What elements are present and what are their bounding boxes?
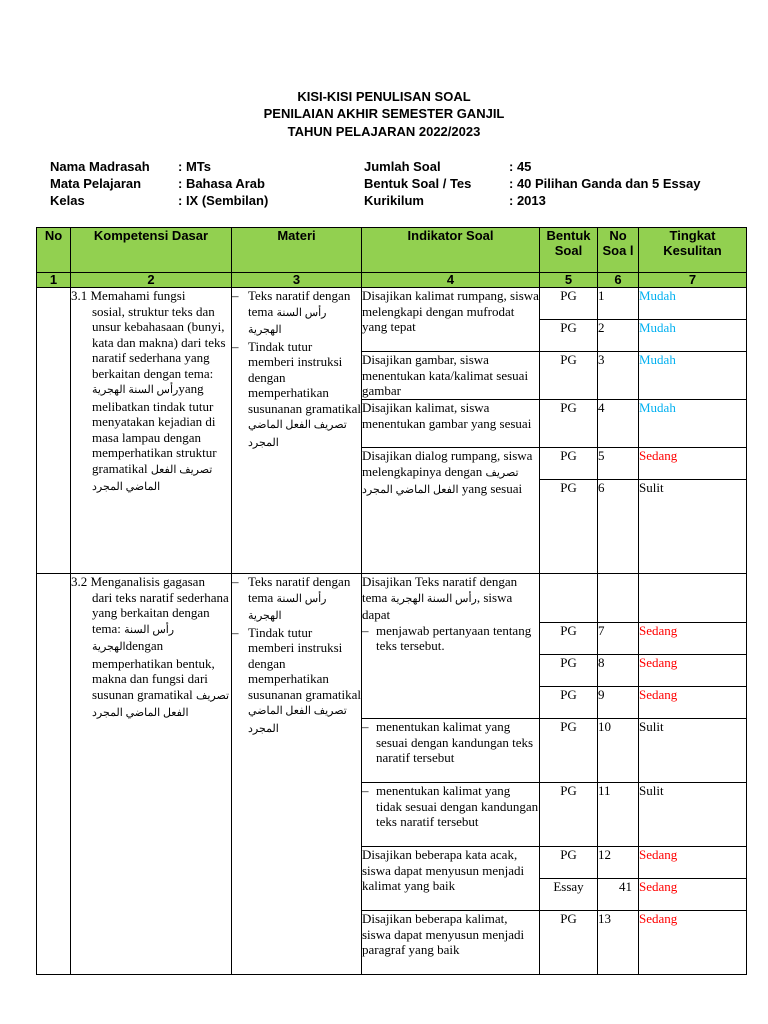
col-header-materi: Materi (232, 228, 362, 273)
bentuk-cell: PG (540, 847, 598, 879)
col-header-bentuk: Bentuk Soal (540, 228, 598, 273)
bentuk-cell: PG (540, 448, 598, 480)
indikator-cell: – menentukan kalimat yang sesuai dengan kandungan teks naratif tersebut (362, 719, 540, 783)
tingkat-cell: Mudah (639, 352, 747, 400)
info-value-mapel: : Bahasa Arab (178, 176, 265, 191)
nosoal-cell: 12 (598, 847, 639, 879)
nosoal-cell: 3 (598, 352, 639, 400)
nosoal-cell: 11 (598, 783, 639, 847)
tingkat-cell: Sedang (639, 879, 747, 911)
no-cell (37, 574, 71, 975)
col-number: 1 (37, 273, 71, 288)
nosoal-cell: 1 (598, 288, 639, 320)
indikator-cell: Disajikan kalimat rumpang, siswa melengkapi dengan mufrodat yang tepat (362, 288, 540, 352)
info-value-kurikulum: : 2013 (509, 193, 546, 208)
indikator-cell: – menjawab pertanyaan tentang teks tersebut. (362, 623, 540, 719)
kd-3-2: 3.2 Menganalisis gagasan dari teks naratif sederhana yang berkaitan dengan tema: رأس السنة الهجريةdengan memperhatikan bentuk, makna dan fungsi dari susunan gramatikal تصريف الفعل الماضي المجرد (71, 574, 232, 975)
info-value-madrasah: : MTs (178, 159, 211, 174)
nosoal-cell: 10 (598, 719, 639, 783)
nosoal-cell (598, 574, 639, 623)
col-number: 3 (232, 273, 362, 288)
bentuk-cell: PG (540, 400, 598, 448)
info-label-kurikulum: Kurikilum (364, 193, 424, 208)
col-number: 5 (540, 273, 598, 288)
arabic-text: رأس السنة الهجرية (390, 592, 477, 605)
kd-3-1: 3.1 Memahami fungsi sosial, struktur teks dan unsur kebahasaan (bunyi, kata dan makna) dari teks naratif sederhana yang berkaitan dengan tema: رأس السنة الهجريةyang melibatkan tindak tutur menyatakan kejadian di masa lampau dengan memperhatikan struktur gramatikal تصريف الفعل الماضي المجرد (71, 288, 232, 574)
bentuk-cell: PG (540, 288, 598, 320)
tingkat-cell: Sedang (639, 847, 747, 879)
info-label-bentuk: Bentuk Soal / Tes (364, 176, 472, 191)
tingkat-cell: Sedang (639, 623, 747, 655)
nosoal-cell: 6 (598, 480, 639, 574)
bentuk-cell (540, 574, 598, 623)
doc-title-line1: KISI-KISI PENULISAN SOAL (297, 89, 471, 104)
tingkat-cell: Sedang (639, 687, 747, 719)
bentuk-cell: PG (540, 687, 598, 719)
arabic-text: تصريف الفعل الماضي المجرد (362, 466, 519, 496)
info-label-mapel: Mata Pelajaran (50, 176, 142, 191)
indikator-cell: Disajikan kalimat, siswa menentukan gambar yang sesuai (362, 400, 540, 448)
col-number: 7 (639, 273, 747, 288)
info-value-bentuk: : 40 Pilihan Ganda dan 5 Essay (509, 176, 701, 191)
indikator-cell: Disajikan beberapa kata acak, siswa dapat menyusun menjadi kalimat yang baik (362, 847, 540, 911)
col-header-no: No (37, 228, 71, 273)
indikator-cell: Disajikan Teks naratif dengan tema رأس السنة الهجرية, siswa dapat (362, 574, 540, 623)
bentuk-cell: PG (540, 320, 598, 352)
bentuk-cell: Essay (540, 879, 598, 911)
table-header-row (37, 228, 747, 273)
nosoal-cell: 2 (598, 320, 639, 352)
kisi-kisi-table (36, 227, 747, 975)
arabic-text: تصريف الفعل الماضي المجرد (92, 689, 230, 719)
bentuk-cell: PG (540, 719, 598, 783)
tingkat-cell: Sedang (639, 655, 747, 687)
nosoal-cell: 9 (598, 687, 639, 719)
nosoal-cell: 5 (598, 448, 639, 480)
col-header-tingkat: Tingkat Kesulitan (639, 228, 747, 273)
nosoal-cell: 41 (598, 879, 639, 911)
bentuk-cell: PG (540, 352, 598, 400)
col-header-indikator: Indikator Soal (362, 228, 540, 273)
bentuk-cell: PG (540, 655, 598, 687)
doc-title-line2: PENILAIAN AKHIR SEMESTER GANJIL (263, 106, 505, 121)
nosoal-cell: 7 (598, 623, 639, 655)
indikator-cell: Disajikan dialog rumpang, siswa melengkapinya dengan تصريف الفعل الماضي المجرد yang sesuai (362, 448, 540, 574)
indikator-cell: – menentukan kalimat yang tidak sesuai dengan kandungan teks naratif tersebut (362, 783, 540, 847)
tingkat-cell: Sulit (639, 719, 747, 783)
indikator-cell: Disajikan gambar, siswa menentukan kata/kalimat sesuai gambar (362, 352, 540, 400)
column-number-row (37, 273, 747, 288)
col-header-nosoal: No Soa l (598, 228, 639, 273)
no-cell (37, 288, 71, 574)
arabic-text: رأس السنة الهجرية (92, 384, 179, 396)
info-label-kelas: Kelas (50, 193, 85, 208)
info-label-jumlah: Jumlah Soal (364, 159, 441, 174)
indikator-cell: Disajikan beberapa kalimat, siswa dapat menyusun menjadi paragraf yang baik (362, 911, 540, 975)
table-row (37, 574, 747, 623)
tingkat-cell: Mudah (639, 288, 747, 320)
col-number: 2 (71, 273, 232, 288)
info-value-kelas: : IX (Sembilan) (178, 193, 269, 208)
tingkat-cell: Sulit (639, 480, 747, 574)
bentuk-cell: PG (540, 623, 598, 655)
arabic-text: تصريف الفعل الماضي المجرد (92, 463, 213, 493)
col-header-kompetensi: Kompetensi Dasar (71, 228, 232, 273)
tingkat-cell: Sedang (639, 911, 747, 975)
info-label-madrasah: Nama Madrasah (50, 159, 150, 174)
materi-3-2: – Teks naratif dengan tema رأس السنة الهجرية – Tindak tutur memberi instruksi dengan memperhatikan susunanan gramatikal تصريف الفعل الماضي المجرد (232, 574, 362, 975)
bentuk-cell: PG (540, 783, 598, 847)
nosoal-cell: 4 (598, 400, 639, 448)
bentuk-cell: PG (540, 480, 598, 574)
tingkat-cell (639, 574, 747, 623)
info-value-jumlah: : 45 (509, 159, 532, 174)
tingkat-cell: Sulit (639, 783, 747, 847)
bentuk-cell: PG (540, 911, 598, 975)
tingkat-cell: Sedang (639, 448, 747, 480)
table-row (37, 288, 747, 320)
nosoal-cell: 13 (598, 911, 639, 975)
tingkat-cell: Mudah (639, 320, 747, 352)
materi-3-1: – Teks naratif dengan tema رأس السنة الهجرية – Tindak tutur memberi instruksi dengan memperhatikan susunanan gramatikal تصريف الفعل الماضي المجرد (232, 288, 362, 574)
col-number: 6 (598, 273, 639, 288)
nosoal-cell: 8 (598, 655, 639, 687)
tingkat-cell: Mudah (639, 400, 747, 448)
doc-title-line3: TAHUN PELAJARAN 2022/2023 (287, 124, 481, 139)
col-number: 4 (362, 273, 540, 288)
arabic-text: رأس السنة الهجرية (92, 623, 175, 653)
